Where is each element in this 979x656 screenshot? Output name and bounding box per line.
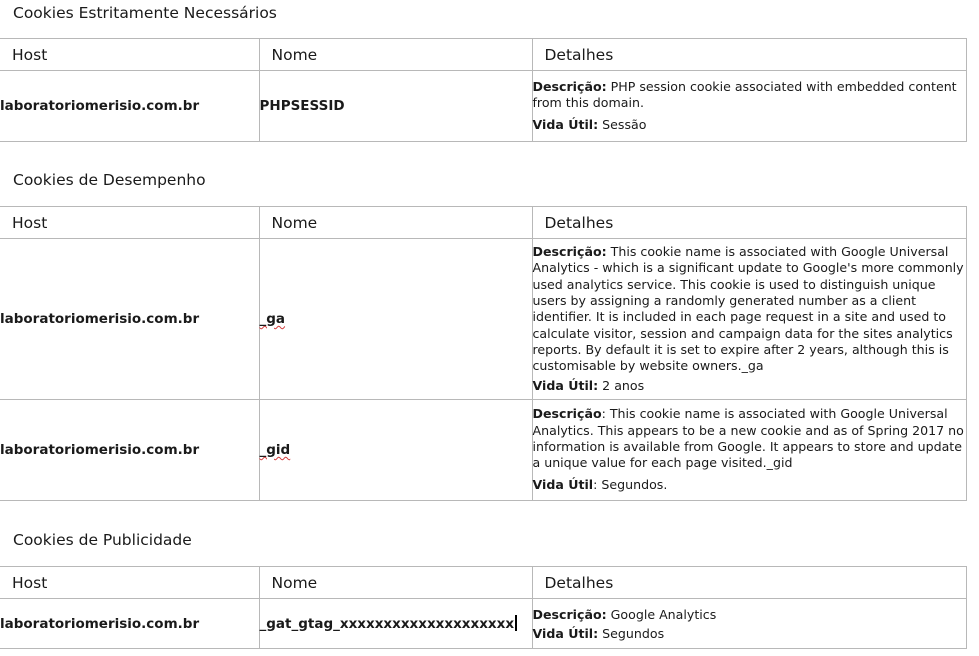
description-label: Descrição: [532, 406, 602, 422]
details-column-header: Detalhes: [532, 567, 966, 599]
description-text: This cookie name is associated with Google Universal Analytics - which is a significant update to Google's more commonly used analytics service. This cookie is used to distinguish unique users by assigning a randomly generated number as a client identifier. It is included in each page request in a site and used to calculate visitor, session and campaign data for the sites analytics reports. By default it is set to expire after 2 years, although this is customisable by website owners._ga: [532, 244, 964, 374]
performance-cookies-table: [0, 206, 967, 501]
cookie-host: laboratoriomerisio.com.br: [0, 400, 259, 501]
lifetime-value: 2 anos: [602, 377, 645, 393]
name-column-header: Nome: [259, 567, 532, 599]
name-column-header: Nome: [259, 207, 532, 239]
advertising-cookies-table: [0, 566, 967, 649]
cookie-host: laboratoriomerisio.com.br: [0, 599, 259, 649]
cookie-name-text: _gat_gtag_xxxxxxxxxxxxxxxxxxxx: [259, 616, 515, 632]
cookie-host: laboratoriomerisio.com.br: [0, 71, 259, 142]
cookie-description: [533, 79, 966, 112]
cookie-name: [259, 71, 532, 142]
cookie-name-text: _gid: [259, 442, 291, 458]
cookie-description: [533, 607, 966, 623]
section-title-necessary: Cookies Estritamente Necessários: [13, 4, 277, 22]
name-column-header: Nome: [259, 39, 532, 71]
lifetime-value: Sessão: [602, 117, 647, 133]
cookie-description: [533, 406, 966, 471]
host-column-header: Host: [0, 207, 259, 239]
cookie-lifetime: [533, 117, 966, 133]
lifetime-label: Vida Útil:: [532, 117, 599, 133]
cookie-name-text: _ga: [259, 311, 286, 327]
cookie-details: [532, 239, 966, 400]
cookie-description: [533, 244, 966, 374]
cookie-lifetime: [533, 626, 966, 642]
cookie-host: laboratoriomerisio.com.br: [0, 239, 259, 400]
cookie-lifetime: [533, 477, 966, 493]
host-column-header: Host: [0, 39, 259, 71]
description-label: Descrição:: [532, 606, 607, 622]
table-row: [0, 599, 966, 649]
cookie-details: [532, 400, 966, 501]
host-column-header: Host: [0, 567, 259, 599]
section-title-advertising: Cookies de Publicidade: [13, 531, 192, 549]
table-header-row: [0, 567, 966, 599]
necessary-cookies-table: [0, 38, 967, 142]
description-text: PHP session cookie associated with embedded content from this domain.: [532, 78, 957, 110]
section-title-performance: Cookies de Desempenho: [13, 171, 206, 189]
cookie-name[interactable]: [259, 599, 532, 649]
cookie-lifetime: [533, 378, 966, 394]
lifetime-label: Vida Útil:: [532, 377, 599, 393]
cookie-name: [259, 239, 532, 400]
details-column-header: Detalhes: [532, 39, 966, 71]
cookie-name-text: PHPSESSID: [259, 98, 345, 114]
table-row: [0, 239, 966, 400]
table-header-row: [0, 207, 966, 239]
table-row: [0, 71, 966, 142]
description-label: Descrição:: [532, 78, 607, 94]
details-column-header: Detalhes: [532, 207, 966, 239]
cookie-details: [532, 599, 966, 649]
text-cursor: [515, 615, 517, 631]
table-row: [0, 400, 966, 501]
cookie-name: [259, 400, 532, 501]
table-header-row: [0, 39, 966, 71]
lifetime-value: : Segundos.: [593, 477, 668, 493]
description-text: : This cookie name is associated with Google Universal Analytics. This appears to be a new cookie and as of Spring 2017 no information is available from Google. It appears to store and update a unique value for each page visited._gid: [532, 406, 964, 471]
lifetime-label: Vida Útil: [532, 477, 594, 493]
description-label: Descrição:: [532, 244, 607, 260]
description-text: Google Analytics: [610, 606, 717, 622]
lifetime-label: Vida Útil:: [532, 626, 599, 641]
lifetime-value: Segundos: [602, 626, 665, 641]
cookie-details: [532, 71, 966, 142]
